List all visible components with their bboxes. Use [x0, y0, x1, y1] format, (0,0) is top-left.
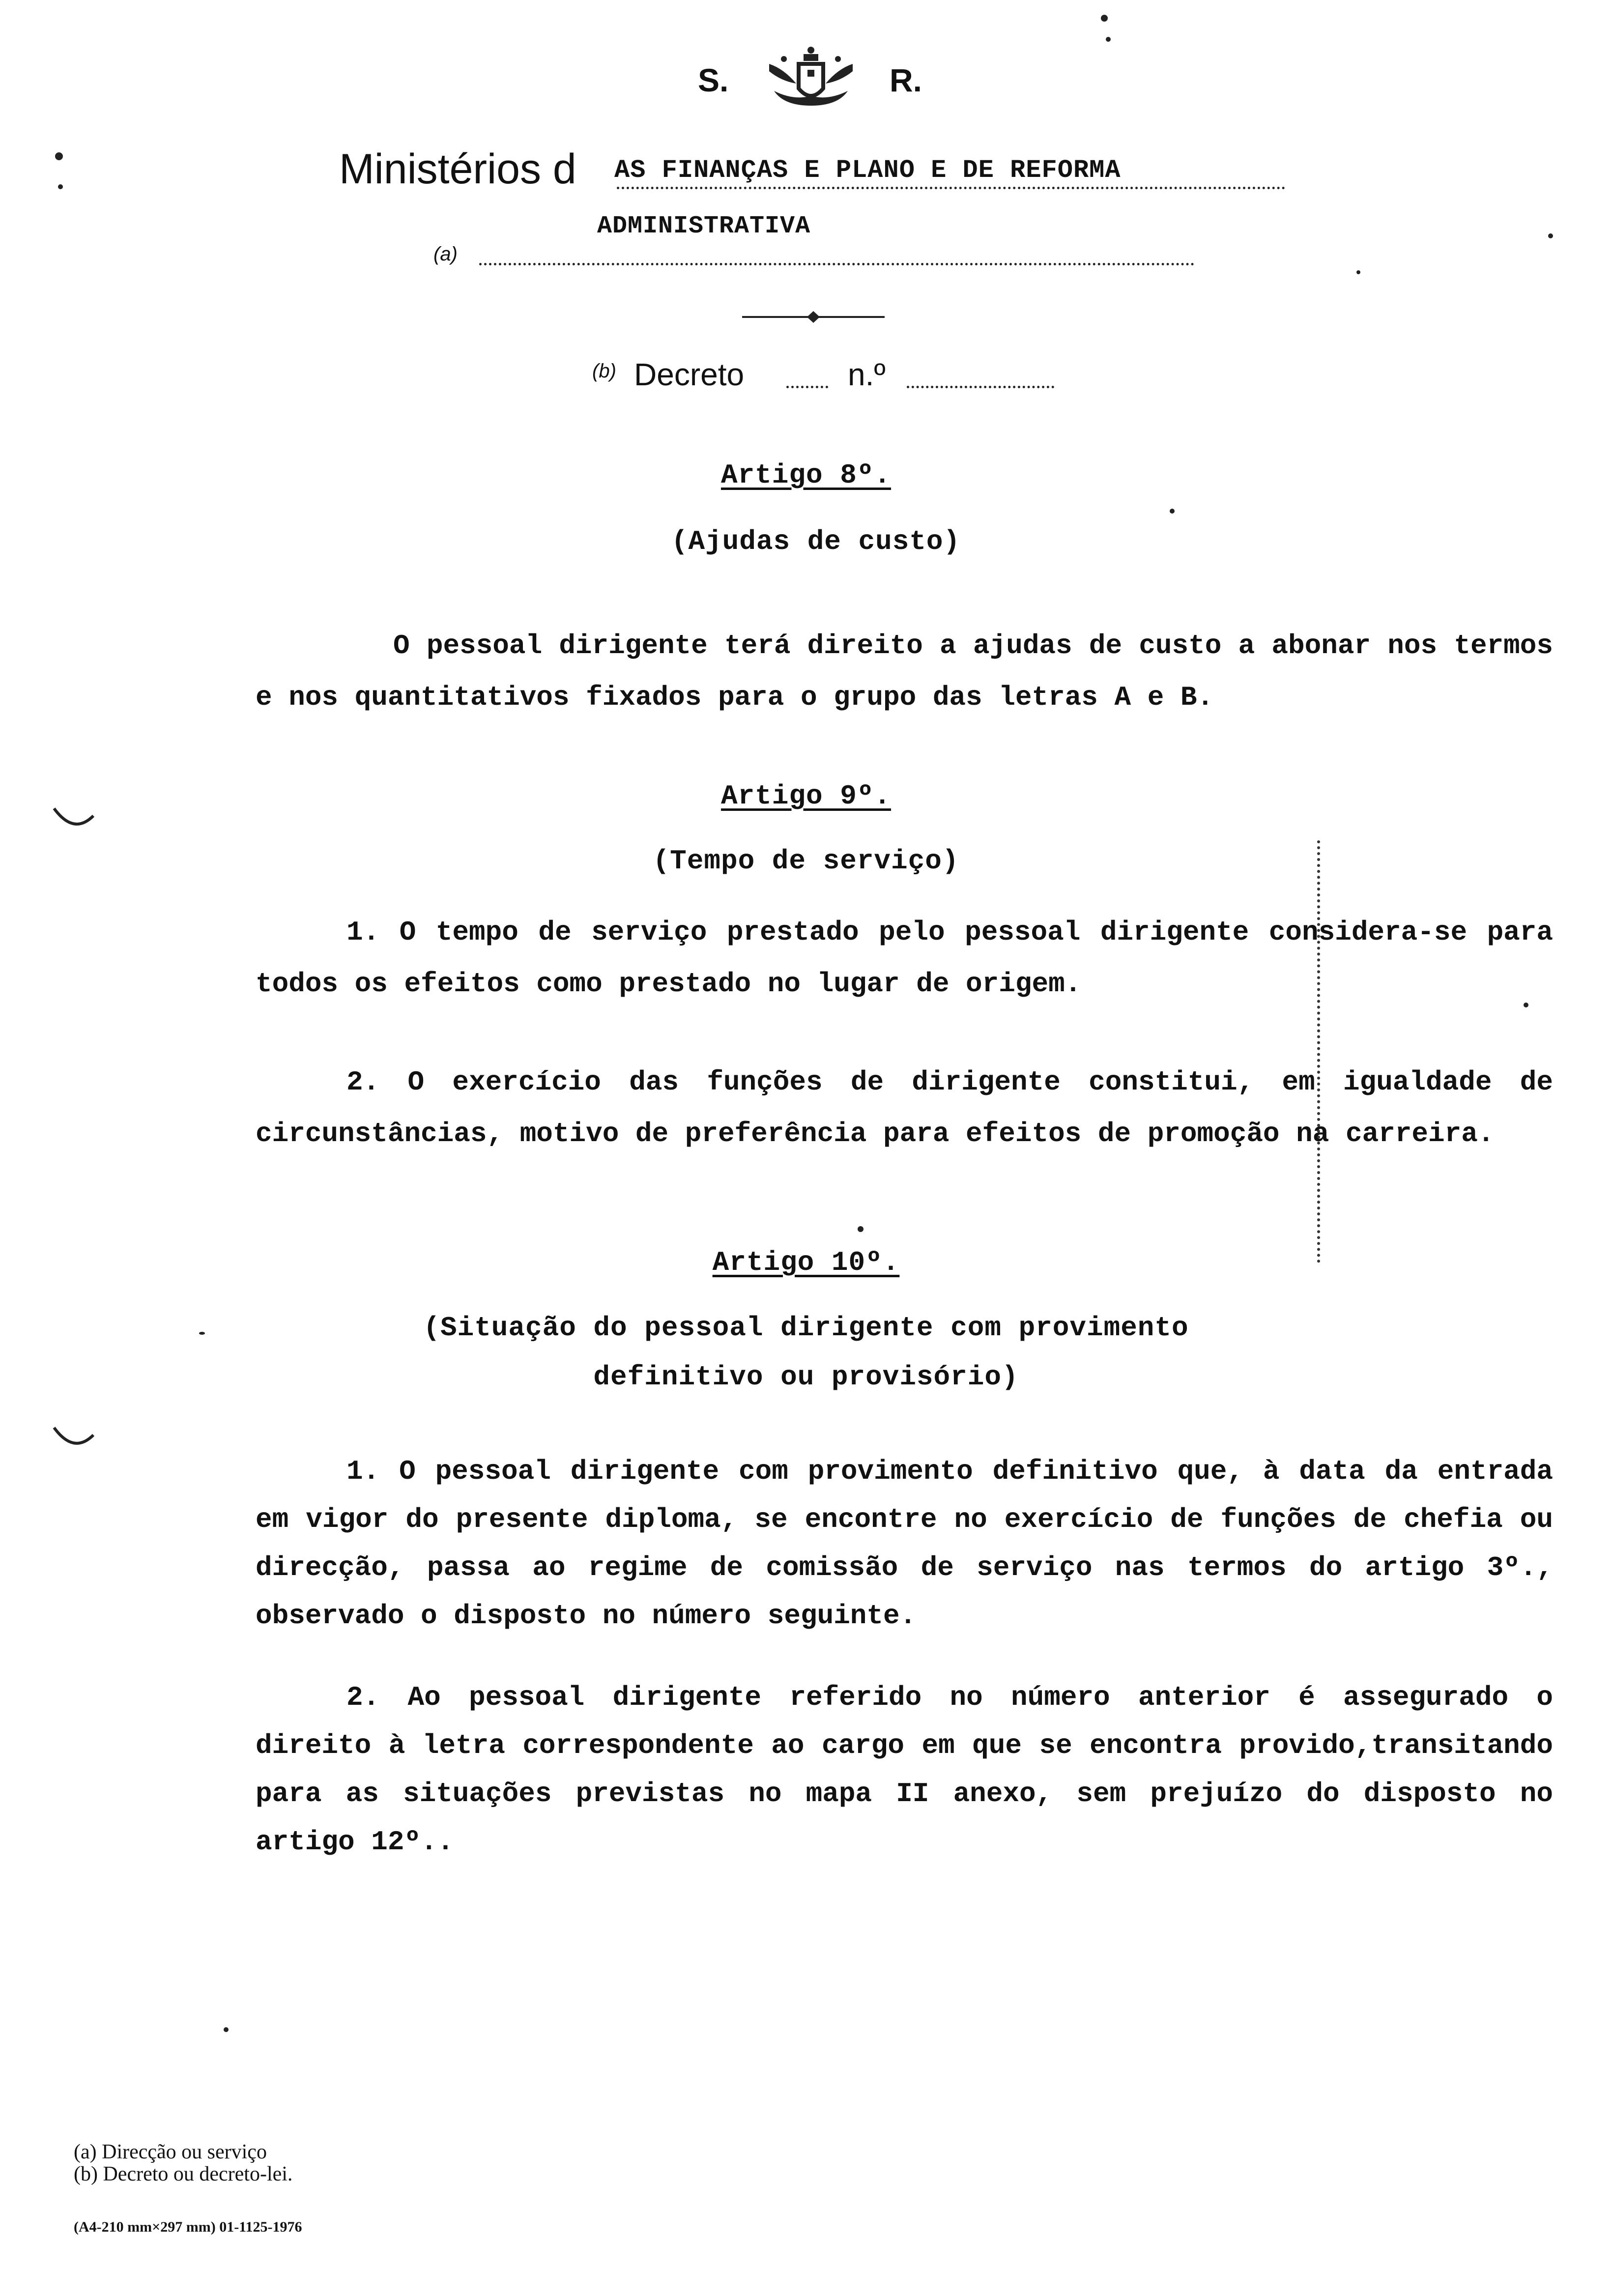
- scan-speck: [1356, 270, 1360, 274]
- coat-of-arms-emblem: [764, 44, 858, 118]
- scan-speck: [224, 2027, 229, 2032]
- scan-speck: [1106, 37, 1111, 42]
- coat-of-arms-icon: [764, 44, 858, 118]
- separator-ornament: [742, 310, 885, 324]
- margin-mark: [52, 1425, 96, 1452]
- scan-speck: [1170, 509, 1175, 514]
- margin-vertical-dots: [1317, 840, 1325, 1263]
- article-10-title-text: Artigo 10º.: [712, 1247, 900, 1278]
- decree-type-field[interactable]: [786, 386, 828, 388]
- ministry-dotted-line: [617, 187, 1285, 189]
- form-code: (A4-210 mm×297 mm) 01-1125-1976: [74, 2219, 302, 2235]
- article-9-paragraph-2: 2. O exercício das funções de dirigente constitui, em igualdade de circunstâncias, motivo de preferência para efeitos de promoção na carreira.: [256, 1066, 1553, 1149]
- field-a-dotted-line[interactable]: [479, 263, 1194, 265]
- decree-number-label: n.º: [848, 357, 886, 392]
- article-8-subtitle: (Ajudas de custo): [671, 526, 961, 557]
- letterhead-left-initial: S.: [698, 62, 729, 98]
- scan-speck: [55, 152, 63, 160]
- article-10-paragraph-1: 1. O pessoal dirigente com provimento definitivo que, à data da entrada em vigor do presente diploma, se encontre no exercício de funções de chefia ou direcção, passa ao regime de comissão de serviço nas termos do artigo 3º., observado o disposto no número seguinte.: [256, 1456, 1553, 1632]
- article-8-paragraph-1: O pessoal dirigente terá direito a ajudas de custo a abonar nos termos e nos quantitativos fixados para o grupo das letras A e B.: [256, 630, 1553, 713]
- article-8-title-text: Artigo 8º.: [720, 459, 892, 491]
- margin-mark: [52, 806, 96, 833]
- article-10-subtitle-line1: (Situação do pessoal dirigente com provimento: [423, 1312, 1189, 1344]
- decree-number-field[interactable]: [907, 386, 1054, 388]
- scan-speck: [199, 1332, 205, 1335]
- scan-speck: [1524, 1003, 1528, 1007]
- footnote-b: (b) Decreto ou decreto-lei.: [74, 2163, 293, 2185]
- footnote-a: (a) Direcção ou serviço: [74, 2141, 267, 2163]
- decree-marker: (b): [592, 360, 616, 382]
- article-10-paragraph-2: 2. Ao pessoal dirigente referido no número anterior é assegurado o direito à letra correspondente ao cargo em que se encontra provido,transitando para as situações previstas no mapa II anexo, sem prejuízo do disposto no artigo 12º..: [256, 1682, 1553, 1858]
- article-9-title-text: Artigo 9º.: [720, 780, 892, 812]
- field-a-marker: (a): [433, 243, 458, 265]
- article-8-title: [0, 459, 1612, 491]
- article-10-title: [0, 1247, 1612, 1278]
- scan-speck: [58, 184, 63, 189]
- ministry-prefix: Ministérios d: [339, 145, 576, 193]
- scan-speck: [1101, 15, 1108, 22]
- decree-line: [592, 356, 1054, 401]
- letterhead-right-initial: R.: [890, 62, 922, 98]
- article-10-subtitle-line2: definitivo ou provisório): [593, 1361, 1019, 1393]
- scan-speck: [1548, 233, 1553, 238]
- ministry-name-line1: AS FINANÇAS E PLANO E DE REFORMA: [614, 156, 1121, 185]
- ministry-name-line2: ADMINISTRATIVA: [597, 212, 811, 240]
- decree-label: Decreto: [634, 357, 745, 392]
- article-9-subtitle: (Tempo de serviço): [653, 845, 959, 877]
- article-9-title: [0, 780, 1612, 812]
- scan-speck: [858, 1226, 864, 1232]
- article-9-paragraph-1: 1. O tempo de serviço prestado pelo pessoal dirigente considera-se para todos os efeitos como prestado no lugar de origem.: [256, 917, 1553, 1000]
- ministry-line: [339, 145, 1293, 199]
